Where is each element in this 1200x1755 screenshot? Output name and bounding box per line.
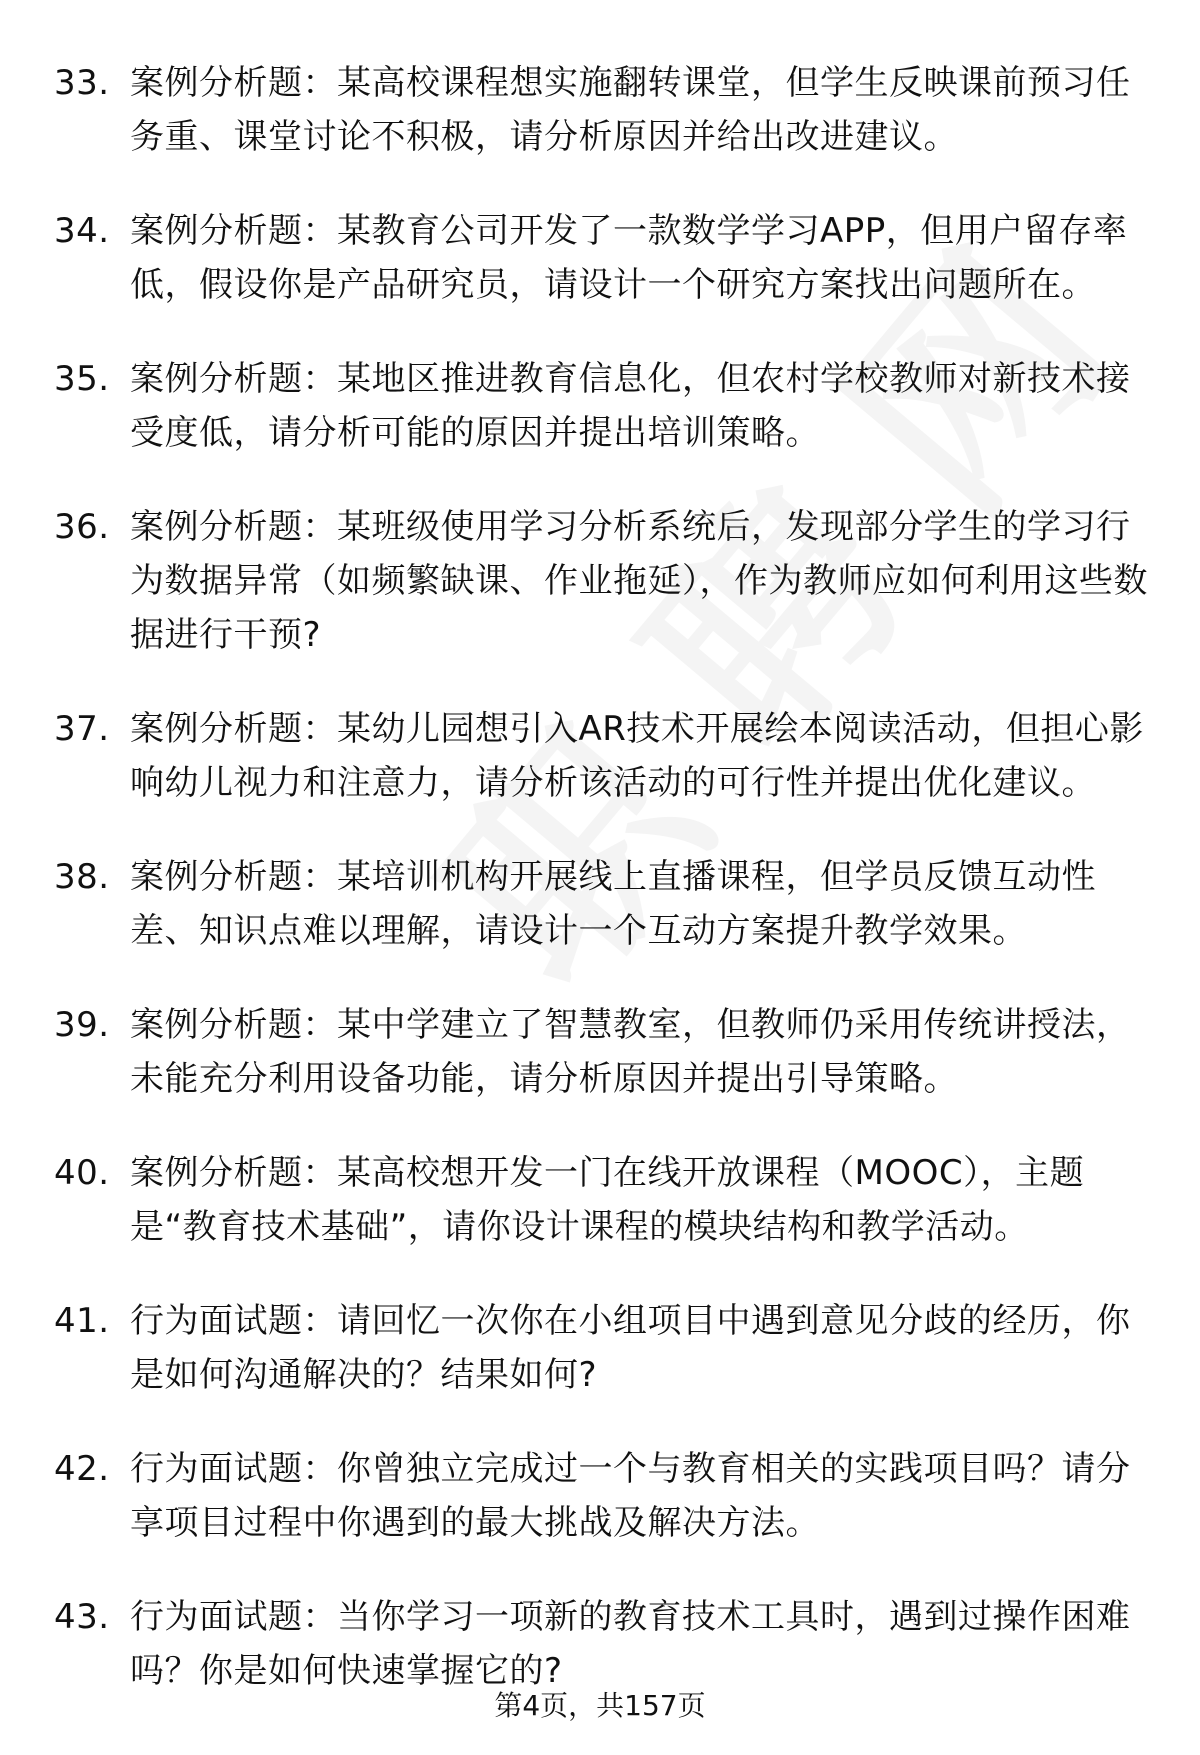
question-number: 35. (54, 359, 110, 399)
list-item (0, 998, 1200, 1106)
list-item (0, 500, 1200, 662)
question-number: 37. (54, 709, 110, 749)
question-text: 案例分析题：某班级使用学习分析系统后，发现部分学生的学习行为数据异常（如频繁缺课、作业拖延），作为教师应如何利用这些数据进行干预? (130, 507, 1148, 655)
question-list (0, 56, 1200, 1738)
list-item (0, 850, 1200, 958)
list-item (0, 1294, 1200, 1402)
question-text: 行为面试题：你曾独立完成过一个与教育相关的实践项目吗？请分享项目过程中你遇到的最大挑战及解决方法。 (130, 1449, 1131, 1543)
question-text: 案例分析题：某地区推进教育信息化，但农村学校教师对新技术接受度低，请分析可能的原因并提出培训策略。 (130, 359, 1131, 453)
question-text: 案例分析题：某培训机构开展线上直播课程，但学员反馈互动性差、知识点难以理解，请设计一个互动方案提升教学效果。 (130, 857, 1096, 951)
question-text: 案例分析题：某中学建立了智慧教室，但教师仍采用传统讲授法，未能充分利用设备功能，请分析原因并提出引导策略。 (130, 1005, 1131, 1099)
question-text: 行为面试题：当你学习一项新的教育技术工具时，遇到过操作困难吗？你是如何快速掌握它的? (130, 1597, 1131, 1691)
question-number: 33. (54, 63, 110, 103)
question-number: 42. (54, 1449, 110, 1489)
page-number-footer: 第4页，共157页 (494, 1689, 706, 1722)
list-item (0, 352, 1200, 460)
list-item (0, 1442, 1200, 1550)
question-number: 38. (54, 857, 110, 897)
list-item (0, 1590, 1200, 1698)
question-number: 43. (54, 1597, 110, 1637)
question-text: 案例分析题：某高校课程想实施翻转课堂，但学生反映课前预习任务重、课堂讨论不积极，请分析原因并给出改进建议。 (130, 63, 1131, 157)
list-item (0, 702, 1200, 810)
question-number: 41. (54, 1301, 110, 1341)
question-text: 案例分析题：某教育公司开发了一款数学学习APP，但用户留存率低，假设你是产品研究员，请设计一个研究方案找出问题所在。 (130, 211, 1128, 305)
question-number: 40. (54, 1153, 110, 1193)
question-number: 36. (54, 507, 110, 547)
list-item (0, 1146, 1200, 1254)
question-text: 行为面试题：请回忆一次你在小组项目中遇到意见分歧的经历，你是如何沟通解决的？结果如何? (130, 1301, 1131, 1395)
question-text: 案例分析题：某幼儿园想引入AR技术开展绘本阅读活动，但担心影响幼儿视力和注意力，请分析该活动的可行性并提出优化建议。 (130, 709, 1144, 803)
question-number: 39. (54, 1005, 110, 1045)
list-item (0, 204, 1200, 312)
list-item (0, 56, 1200, 164)
question-text: 案例分析题：某高校想开发一门在线开放课程（MOOC），主题是“教育技术基础”，请你设计课程的模块结构和教学活动。 (130, 1153, 1085, 1247)
question-number: 34. (54, 211, 110, 251)
